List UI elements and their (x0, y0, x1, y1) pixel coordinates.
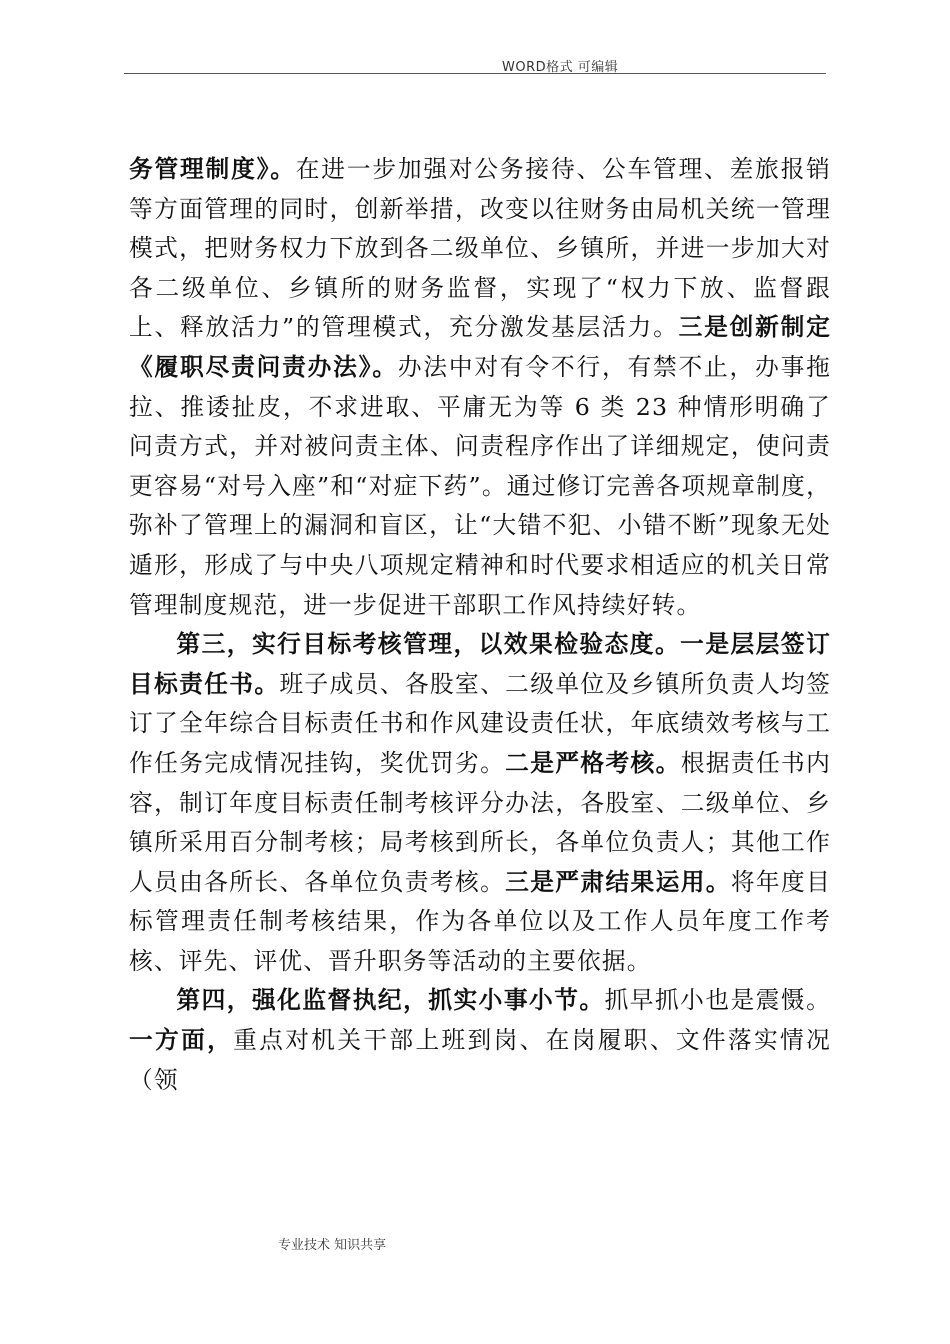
text-run: 在进一步加强对公务接待、公车管理、差旅报销等方面管理的同时，创新举措，改变以往财务由局机关统一管理模式，把财务权力下放到各二级单位、乡镇所，并进一步加大对各二级单位、乡镇所的财务监督，实现了“权力下放、监督跟上、释放活力”的管理模式，充分激发基层活力。 (129, 155, 832, 342)
paragraph-3 (129, 981, 831, 1100)
text-run: 班子成员、各股室、二级单位及乡镇所负责人均签订了全年综合目标责任书和作风建设责任状，年底绩效考核与工作任务完成情况挂钩，奖优罚劣。 (129, 669, 831, 777)
bold-run: 第三，实行目标考核管理，以效果检验态度。一是层层签订目标责任书。 (129, 630, 831, 698)
paragraph-2 (129, 625, 831, 981)
text-run: 办法中对有令不行，有禁不止，办事拖拉、推诿扯皮，不求进取、平庸无为等 6 类 23 种情形明确了问责方式，并对被问责主体、问责程序作出了详细规定，使问责更容易“对号入座”和“对症下药”。通过修订完善各项规章制度，弥补了管理上的漏洞和盲区，让“大错不犯、小错不断”现象无处遁形，形成了与中央八项规定精神和时代要求相适应的机关日常管理制度规范，进一步促进干部职工作风持续好转。 (129, 352, 831, 619)
bold-run: 三是创新制定《履职尽责问责办法》。 (129, 313, 832, 381)
text-run: 根据责任书内容，制订年度目标责任制考核评分办法，各股室、二级单位、乡镇所采用百分制考核；局考核到所长，各单位负责人；其他工作人员由各所长、各单位负责考核。 (129, 748, 831, 896)
text-run: 重点对机关干部上班到岗、在岗履职、文件落实情况（领 (129, 1026, 831, 1094)
bold-run: 务管理制度》。 (129, 155, 296, 183)
page-footer (278, 1234, 386, 1253)
text-run: 抓早抓小也是震慑。 (604, 986, 831, 1015)
header-text: WORD格式 可编辑 (502, 60, 619, 75)
header-divider (124, 73, 826, 74)
bold-run: 二是严格考核。 (505, 748, 681, 777)
document-body (129, 150, 831, 1100)
bold-run: 一方面， (129, 1026, 234, 1055)
bold-run: 三是严肃结果运用。 (505, 867, 731, 896)
bold-run: 第四，强化监督执纪，抓实小事小节。 (176, 986, 605, 1015)
page-header (124, 54, 826, 75)
paragraph-1 (129, 150, 831, 625)
text-run: 将年度目标管理责任制考核结果，作为各单位以及工作人员年度工作考核、评先、评优、晋升职务等活动的主要依据。 (129, 867, 831, 975)
footer-text: 专业技术 知识共享 (278, 1238, 387, 1253)
